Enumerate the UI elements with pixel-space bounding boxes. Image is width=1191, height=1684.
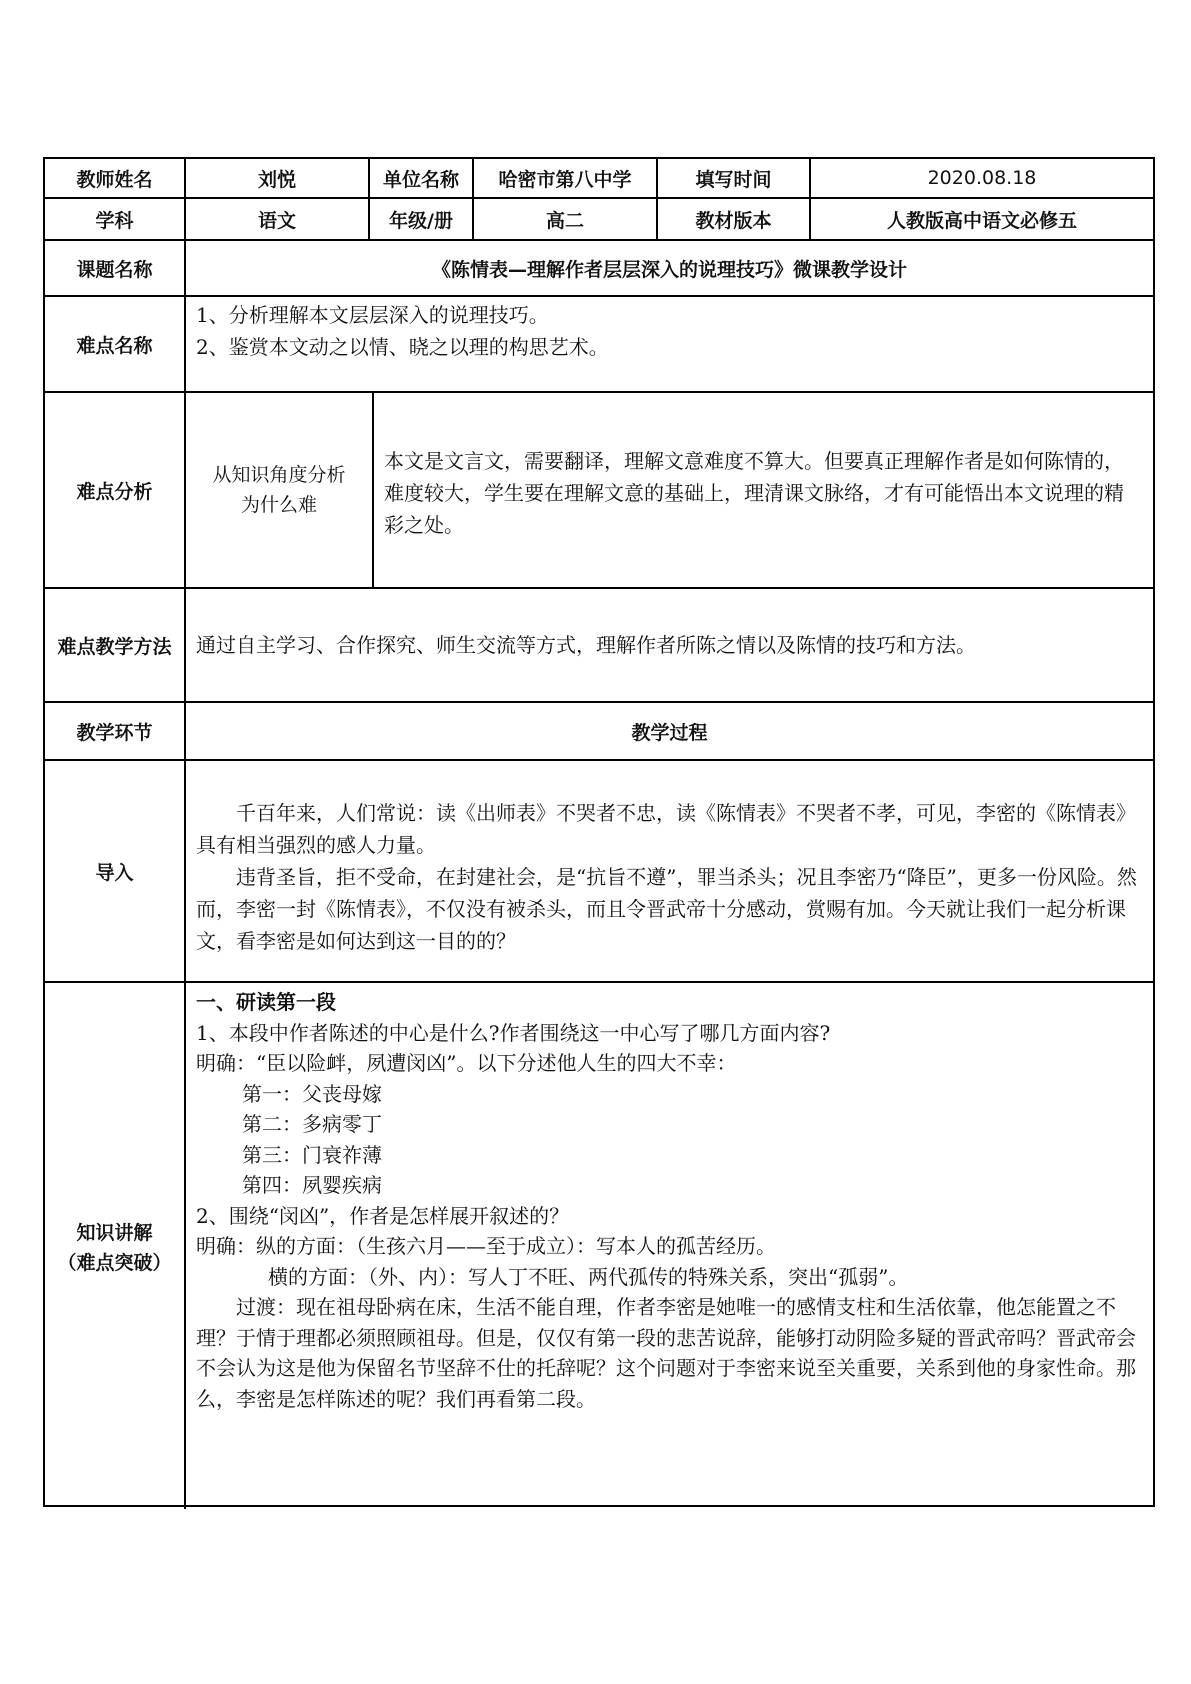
- unit-label: 单位名称: [370, 159, 474, 197]
- method-text: 通过自主学习、合作探究、师生交流等方式，理解作者所陈之情以及陈情的技巧和方法。: [196, 633, 976, 657]
- grade-label: 年级/册: [370, 199, 474, 239]
- edition-label: 教材版本: [658, 199, 811, 239]
- topic-value: 《陈情表—理解作者层层深入的说理技巧》微课教学设计: [431, 258, 907, 281]
- knowledge-answer: 明确：“臣以险衅，夙遭闵凶”。以下分述他人生的四大不幸：: [196, 1051, 737, 1075]
- knowledge-row: [45, 983, 1153, 1509]
- method-label: 难点教学方法: [45, 589, 186, 701]
- analysis-sublabel: 从知识角度分析为什么难: [186, 393, 374, 587]
- misfortune-item: 第三：门衰祚薄: [242, 1142, 382, 1167]
- intro-text: [186, 761, 1153, 981]
- process-header-row: [45, 703, 1153, 761]
- info-row-2: [45, 199, 1153, 241]
- difficulty-item: 2、鉴赏本文动之以情、晓之以理的构思艺术。: [196, 335, 609, 359]
- analysis-row: [45, 393, 1153, 589]
- misfortune-item: 第一：父丧母嫁: [242, 1081, 382, 1106]
- intro-row: [45, 761, 1153, 983]
- unit-value: 哈密市第八中学: [474, 159, 658, 197]
- knowledge-transition: 过渡：现在祖母卧病在床，生活不能自理，作者李密是她唯一的感情支柱和生活依靠，他怎能置之不理？于情于理都必须照顾祖母。但是，仅仅有第一段的悲苦说辞，能够打动阴险多疑的晋武帝吗？晋武帝会不会认为这是他为保留名节坚辞不仕的托辞呢？这个问题对于李密来说至关重要，关系到他的身家性命。那么，李密是怎样陈述的呢？我们再看第二段。: [196, 1295, 1136, 1411]
- teacher-label: 教师姓名: [45, 159, 186, 197]
- misfortune-item: 第二：多病零丁: [242, 1112, 382, 1136]
- difficulty-row: [45, 297, 1153, 393]
- intro-label: 导入: [45, 761, 186, 981]
- info-row-1: [45, 159, 1153, 199]
- edition-value: 人教版高中语文必修五: [886, 209, 1077, 232]
- grade-value: 高二: [474, 199, 658, 239]
- intro-paragraph: 违背圣旨，拒不受命，在封建社会，是“抗旨不遵”，罪当杀头；况且李密乃“降臣”，更多一份风险。然而，李密一封《陈情表》，不仅没有被杀头，而且令晋武帝十分感动，赏赐有加。今天就让我们一起分析课文，看李密是如何达到这一目的的？: [196, 865, 1137, 953]
- lesson-plan-table: [43, 157, 1155, 1507]
- misfortune-item: 第四：夙婴疾病: [242, 1173, 382, 1197]
- knowledge-answer: 横的方面：（外、内）：写人丁不旺、两代孤传的特殊关系，突出“孤弱”。: [268, 1264, 909, 1289]
- difficulty-label: 难点名称: [45, 297, 186, 391]
- intro-paragraph: 千百年来，人们常说：读《出师表》不哭者不忠，读《陈情表》不哭者不孝，可见，李密的《陈情表》具有相当强烈的感人力量。: [196, 801, 1136, 857]
- knowledge-label-line: 知识讲解: [76, 1222, 153, 1244]
- process-value: 教学过程: [631, 721, 708, 744]
- knowledge-label: [45, 983, 186, 1509]
- analysis-text: 本文是文言文，需要翻译，理解文意难度不算大。但要真正理解作者是如何陈情的，难度较大，学生要在理解文意的基础上，理清课文脉络，才有可能悟出本文说理的精彩之处。: [384, 449, 1124, 537]
- knowledge-heading: 一、研读第一段: [196, 990, 336, 1014]
- analysis-label: 难点分析: [45, 393, 186, 587]
- subject-value: 语文: [186, 199, 370, 239]
- teacher-value: 刘悦: [186, 159, 370, 197]
- difficulty-item: 1、分析理解本文层层深入的说理技巧。: [196, 303, 549, 327]
- knowledge-content: [186, 983, 1153, 1509]
- process-label: 教学环节: [45, 703, 186, 759]
- date-label: 填写时间: [658, 159, 811, 197]
- topic-row: [45, 241, 1153, 297]
- method-row: [45, 589, 1153, 703]
- knowledge-question: 2、围绕“闵凶”，作者是怎样展开叙述的？: [196, 1203, 570, 1228]
- date-value: 2020.08.18: [927, 167, 1037, 189]
- knowledge-label-line: （难点突破）: [57, 1252, 172, 1274]
- knowledge-answer: 明确：纵的方面：（生孩六月——至于成立）：写本人的孤苦经历。: [196, 1234, 776, 1258]
- knowledge-question: 1、本段中作者陈述的中心是什么?作者围绕这一中心写了哪几方面内容?: [196, 1020, 831, 1045]
- difficulty-items: [186, 297, 1153, 391]
- topic-label: 课题名称: [45, 241, 186, 295]
- subject-label: 学科: [45, 199, 186, 239]
